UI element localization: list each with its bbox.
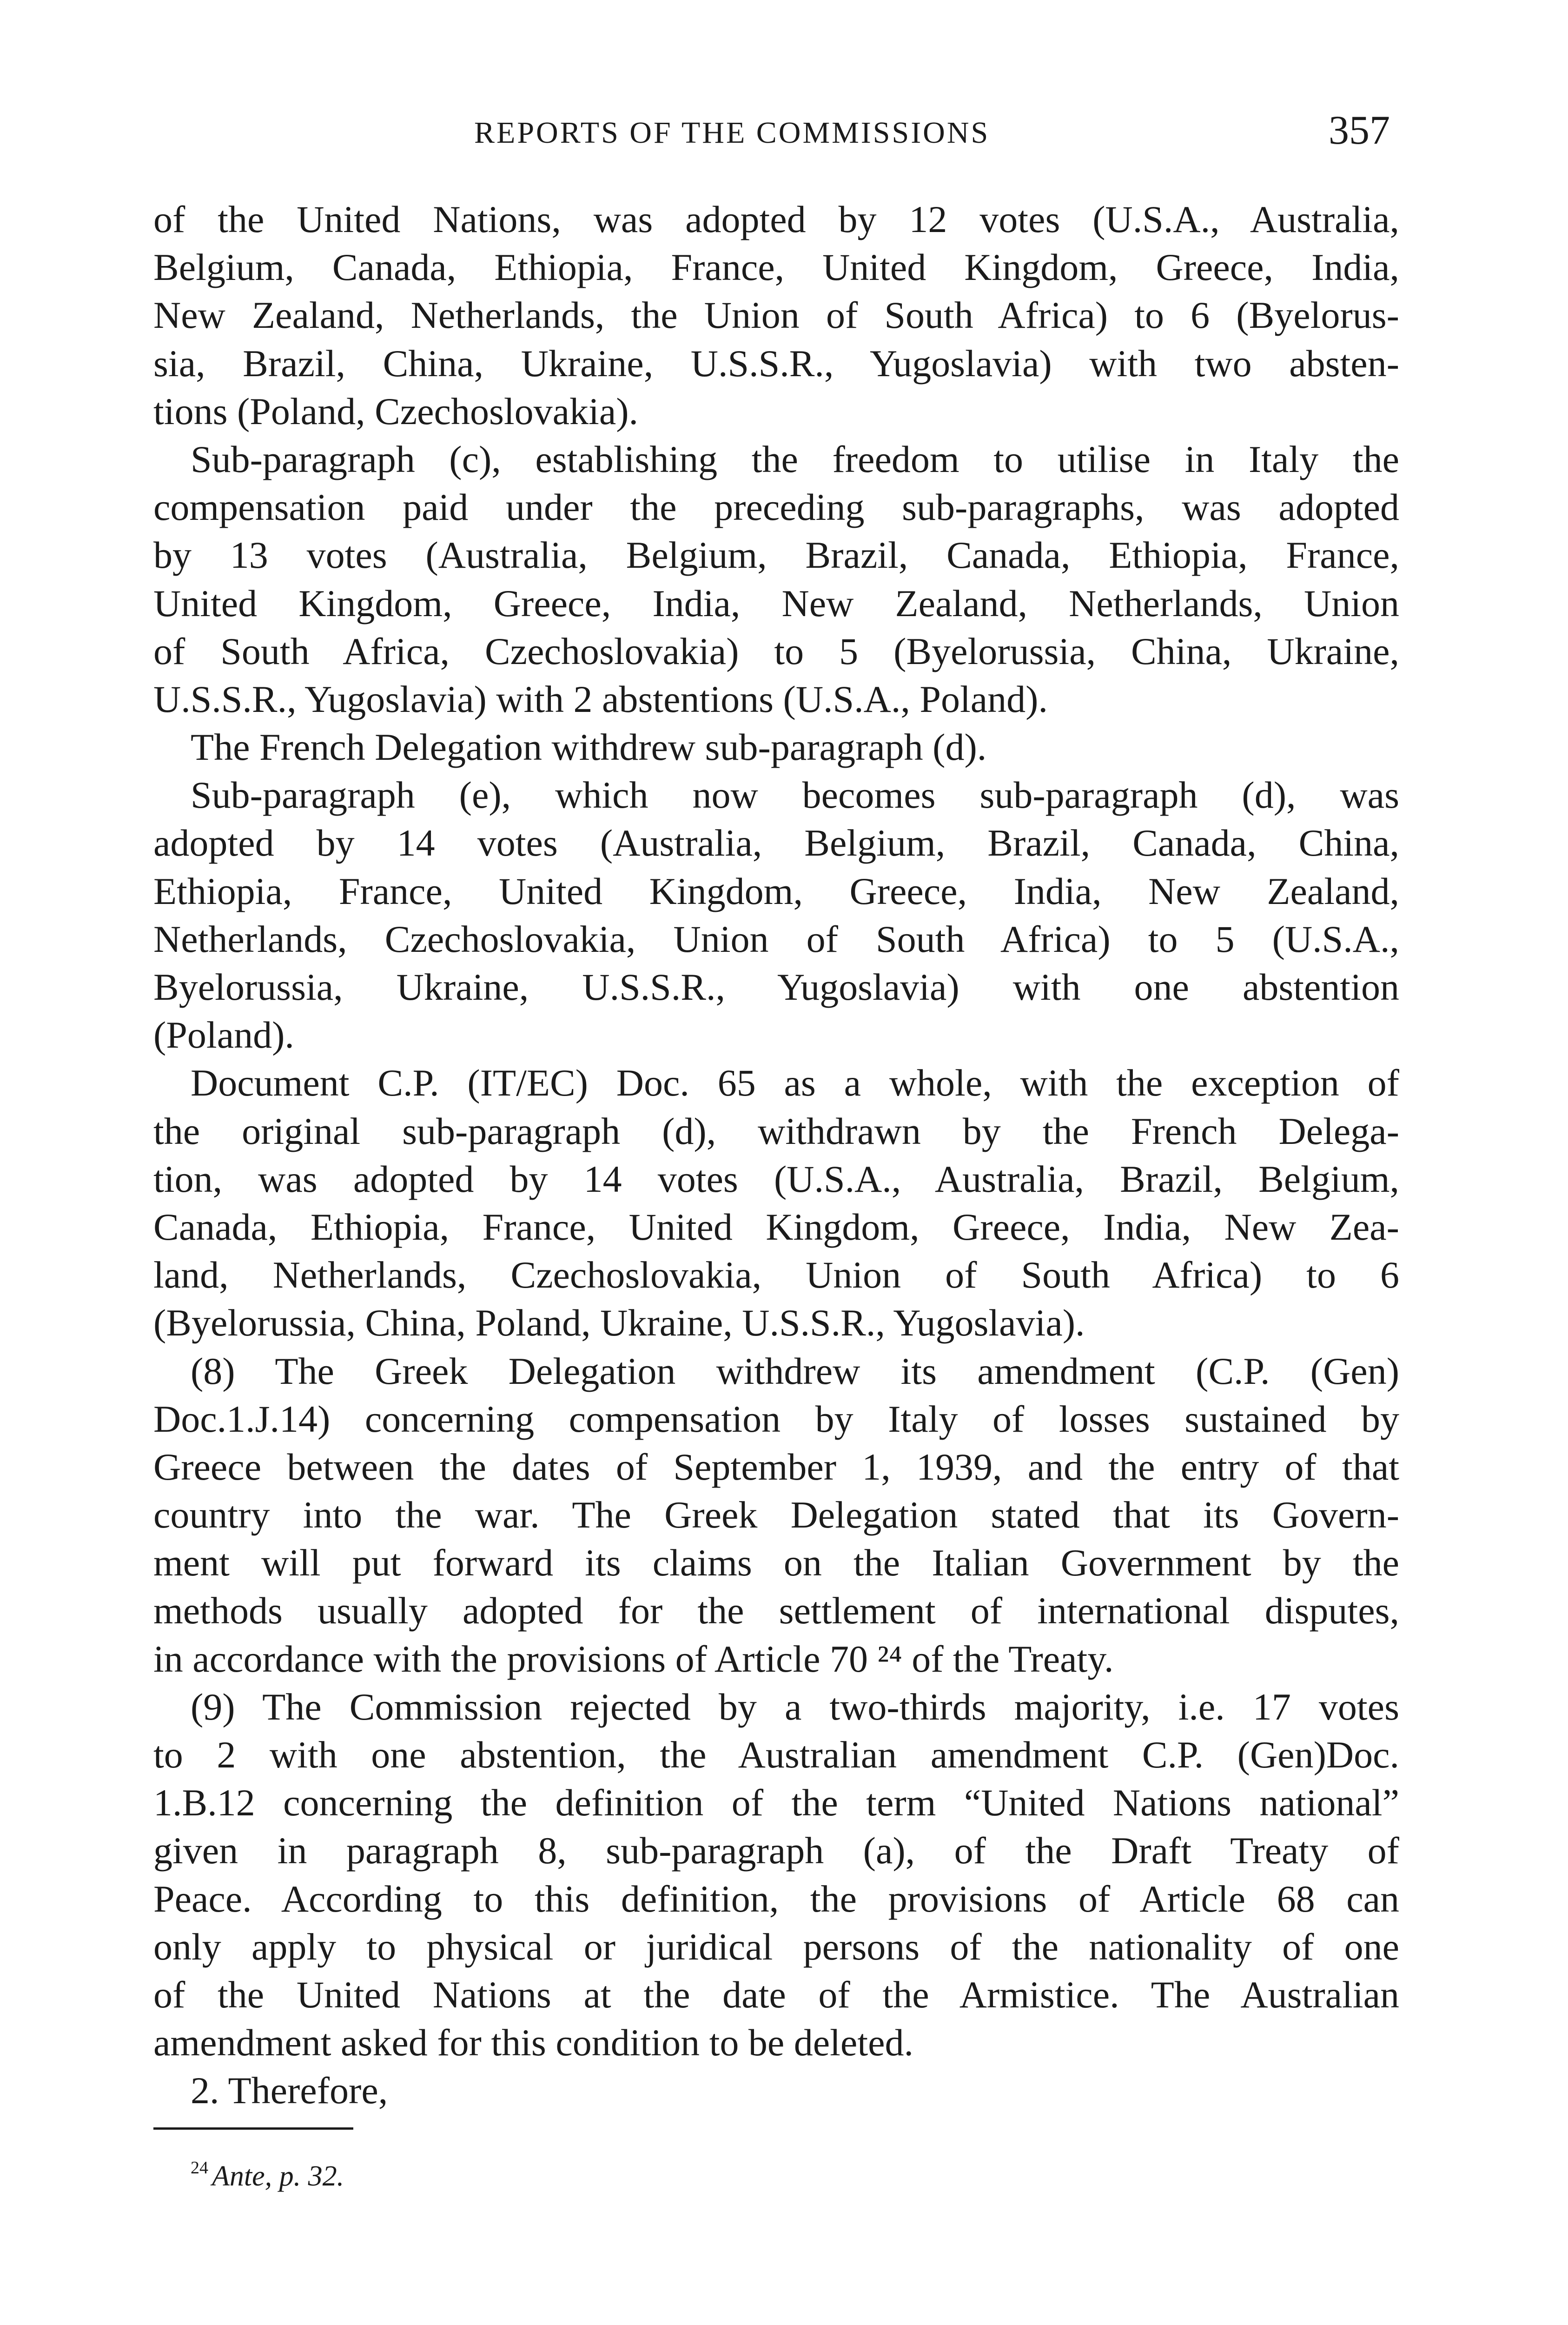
text-line: (Poland).: [153, 1014, 294, 1056]
text-line: compensation paid under the preceding sub-paragraphs, was adopted: [153, 486, 1399, 529]
text-line: ment will put forward its claims on the Italian Government by the: [153, 1541, 1399, 1584]
text-line: (9) The Commission rejected by a two-thirds majority, i.e. 17 votes: [191, 1685, 1399, 1728]
text-line: Netherlands, Czechoslovakia, Union of South Africa) to 5 (U.S.A.,: [153, 917, 1399, 960]
text-line: U.S.S.R., Yugoslavia) with 2 abstentions (U.S.A., Poland).: [153, 678, 1048, 720]
text-line: Sub-paragraph (c), establishing the freedom to utilise in Italy the: [191, 438, 1399, 480]
text-line: Peace. According to this definition, the provisions of Article 68 can: [153, 1877, 1399, 1920]
running-title: REPORTS OF THE COMMISSIONS: [474, 116, 990, 150]
text-line: land, Netherlands, Czechoslovakia, Union of South Africa) to 6: [153, 1254, 1399, 1296]
text-line: only apply to physical or juridical persons of the nationality of one: [153, 1925, 1399, 1968]
running-header: [153, 107, 1390, 158]
text-line: Document C.P. (IT/EC) Doc. 65 as a whole, with the exception of: [191, 1062, 1399, 1104]
text-line: adopted by 14 votes (Australia, Belgium, Brazil, Canada, China,: [153, 822, 1399, 864]
text-line: 1.B.12 concerning the definition of the term “United Nations national”: [153, 1781, 1399, 1824]
text-line: Ethiopia, France, United Kingdom, Greece, India, New Zealand,: [153, 870, 1399, 912]
text-line: New Zealand, Netherlands, the Union of South Africa) to 6 (Byelorus-: [153, 294, 1399, 337]
text-line: United Kingdom, Greece, India, New Zealand, Netherlands, Union: [153, 582, 1399, 624]
text-line: Canada, Ethiopia, France, United Kingdom, Greece, India, New Zea-: [153, 1205, 1399, 1248]
text-line: (8) The Greek Delegation withdrew its amendment (C.P. (Gen): [191, 1349, 1399, 1392]
text-line: tion, was adopted by 14 votes (U.S.A., Australia, Brazil, Belgium,: [153, 1157, 1399, 1200]
text-line: 2. Therefore,: [191, 2069, 388, 2112]
text-line: of South Africa, Czechoslovakia) to 5 (Byelorussia, China, Ukraine,: [153, 630, 1399, 672]
text-line: to 2 with one abstention, the Australian amendment C.P. (Gen)Doc.: [153, 1734, 1399, 1776]
text-line: tions (Poland, Czechoslovakia).: [153, 390, 639, 432]
text-line: Belgium, Canada, Ethiopia, France, United Kingdom, Greece, India,: [153, 246, 1399, 289]
text-line: country into the war. The Greek Delegation stated that its Govern-: [153, 1494, 1399, 1536]
text-line: Greece between the dates of September 1, 1939, and the entry of that: [153, 1445, 1399, 1488]
text-line: in accordance with the provisions of Article 70 ²⁴ of the Treaty.: [153, 1637, 1114, 1680]
text-line: by 13 votes (Australia, Belgium, Brazil, Canada, Ethiopia, France,: [153, 534, 1399, 577]
text-line: The French Delegation withdrew sub-paragraph (d).: [191, 726, 987, 769]
body-text: [153, 195, 1399, 2115]
text-line: Byelorussia, Ukraine, U.S.S.R., Yugoslavia) with one abstention: [153, 966, 1399, 1008]
text-line: (Byelorussia, China, Poland, Ukraine, U.S.S.R., Yugoslavia).: [153, 1302, 1085, 1344]
footnote-text: Ante, p. 32.: [212, 2160, 344, 2192]
footnote-rule: [153, 2127, 353, 2130]
text-line: of the United Nations at the date of the Armistice. The Australian: [153, 1973, 1399, 2016]
page-number: 357: [1329, 108, 1390, 153]
text-line: of the United Nations, was adopted by 12 votes (U.S.A., Australia,: [153, 198, 1399, 240]
text-line: methods usually adopted for the settlement of international disputes,: [153, 1589, 1399, 1632]
text-line: amendment asked for this condition to be deleted.: [153, 2021, 913, 2064]
text-line: given in paragraph 8, sub-paragraph (a), of the Draft Treaty of: [153, 1829, 1399, 1872]
text-line: sia, Brazil, China, Ukraine, U.S.S.R., Yugoslavia) with two absten-: [153, 342, 1399, 385]
footnote-mark: 24: [191, 2158, 208, 2178]
text-line: the original sub-paragraph (d), withdrawn by the French Delega-: [153, 1109, 1399, 1152]
footnote: [191, 2158, 344, 2193]
text-line: Sub-paragraph (e), which now becomes sub-paragraph (d), was: [191, 774, 1399, 817]
text-line: Doc.1.J.14) concerning compensation by Italy of losses sustained by: [153, 1397, 1399, 1440]
